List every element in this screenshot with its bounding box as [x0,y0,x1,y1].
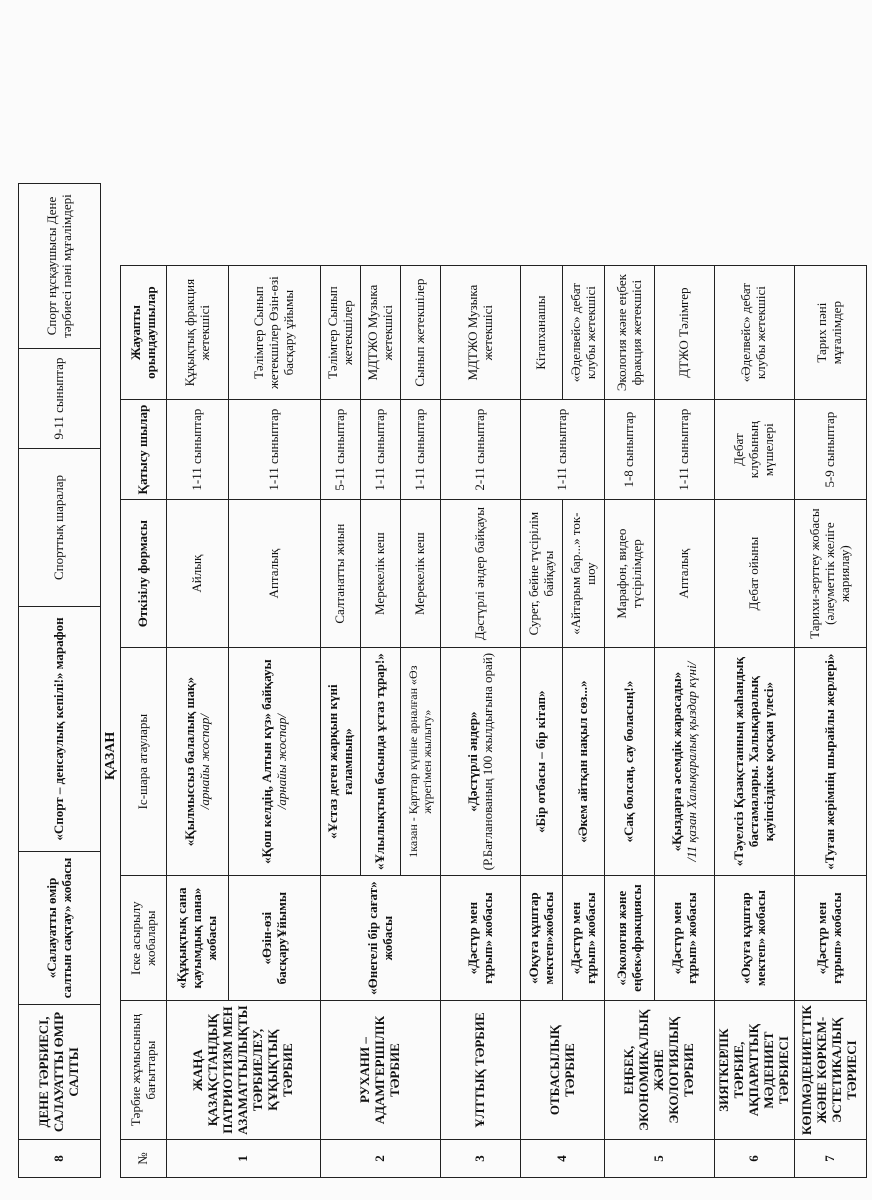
participants-cell: 5-9 сыныптар [794,400,866,500]
responsible-cell: МДТЖО Музыка жетекшісі [361,266,401,400]
top-row-project: «Салауатты өмір салтын сақтау» жобасы [19,852,101,1005]
event-cell [441,648,521,876]
responsible-cell: Экология және еңбек фракция жетекшісі [605,266,655,400]
event-title: «Қылмыссыз балалық шақ» [181,677,197,847]
form-cell: «Айтарым бар...» ток-шоу [563,500,605,648]
table-row [167,266,229,1178]
direction-cell: РУХАНИ – АДАМГЕРШІЛІК ТӘРБИЕ [321,1001,441,1140]
event-cell: «Бір отбасы – бір кітап» [521,648,563,876]
event-note: /арнайы жоспар/ [196,714,212,810]
responsible-cell: МДТЖО Музыка жетекшісі [441,266,521,400]
event-title: «Дәстүрлі әндер» [464,711,480,812]
table-row [521,266,563,1178]
top-row-event: «Спорт – денсаулық кепілі!» марафон [19,607,101,852]
header-responsible: Жауапты орындаушылар [121,266,167,400]
table-row [441,266,521,1178]
form-cell: Тарихи-зерттеу жобасы (әлеуметтік желіге жариялау) [794,500,866,648]
project-cell: «Оқуға құштар мектеп»жобасы [521,876,563,1001]
event-cell [229,648,321,876]
top-row [19,184,101,1178]
participants-cell: 1-8 сыныптар [605,400,655,500]
event-cell: 1казан - Қарттар күніне арналған «Өз жүрегімен жылыту» [401,648,441,876]
top-table [18,183,101,1178]
responsible-cell: Құқықтық фракция жетекшісі [167,266,229,400]
header-num: № [121,1140,167,1178]
direction-cell: ЕҢБЕК, ЭКОНОМИКАЛЫҚ ЖӘНЕ ЭКОЛОГИЯЛЫҚ ТӘРБИЕ [605,1001,715,1140]
form-cell: Марафон, видео түсірілімдер [605,500,655,648]
form-cell: Мерекелік кеш [361,500,401,648]
header-row [121,266,167,1178]
event-cell [655,648,715,876]
responsible-cell: «Әделвейс» дебат клубы жетекшісі [563,266,605,400]
header-event: Іс-шара атаулары [121,648,167,876]
form-cell: Сурет, бейне түсірілім байқауы [521,500,563,648]
header-project: Іске асырылу жобалары [121,876,167,1001]
participants-cell: Дебат клубының мүшелері [715,400,795,500]
row-num: 4 [521,1140,605,1178]
direction-cell: ОТБАСЫЛЫҚ ТӘРБИЕ [521,1001,605,1140]
direction-cell: ЗИЯТКЕРЛІК ТӘРБИЕ, АҚПАРАТТЫҚ МӘДЕНИЕТ ТӘРБИЕСІ [715,1001,795,1140]
form-cell: Дебат ойыны [715,500,795,648]
form-cell: Мерекелік кеш [401,500,441,648]
table-row [321,266,361,1178]
month-heading: ҚАЗАН [103,731,118,780]
row-num: 5 [605,1140,715,1178]
event-title: «Қош келдің, Алтын күз» байқауы [258,659,274,864]
event-cell: «Тәуелсіз Қазақстанның жаһандық бастамалары. Халықаралық қауіпсіздікке қосқан үлесі» [715,648,795,876]
project-cell: «Дәстүр мен ғұрып» жобасы [441,876,521,1001]
responsible-cell: «Әделвейс» дебат клубы жетекшісі [715,266,795,400]
header-direction: Тәрбие жұмысының бағыттары [121,1001,167,1140]
project-cell: «Өнегелі бір сағат» жобасы [321,876,441,1001]
event-cell: «Ұлылықтың басында ұстаз тұрар!» [361,648,401,876]
responsible-cell: Тәлімгер Сынып жетекшілер Өзін-өзі басқару ұйымы [229,266,321,400]
project-cell: «Құқықтық сана қауымдық пана» жобасы [167,876,229,1001]
row-num: 1 [167,1140,321,1178]
row-num: 2 [321,1140,441,1178]
responsible-cell: Тәлімгер Сынып жетекшілер [321,266,361,400]
top-row-direction: ДЕНЕ ТӘРБИЕСІ, САЛАУАТТЫ ӨМІР САЛТЫ [19,1005,101,1140]
event-cell: «Ұстаз деген жарқын күні ғаламның» [321,648,361,876]
top-row-responsible: Спорт нұсқаушысы Дене тәрбиесі пәні мұғалімдері [19,184,101,349]
project-cell: «Экология және еңбек»фракциясы [605,876,655,1001]
event-cell [167,648,229,876]
row-num: 3 [441,1140,521,1178]
direction-cell: КӨПМӘДЕНИЕТТІК ЖӘНЕ КӨРКЕМ-ЭСТЕТИКАЛЫҚ ТӘРИЕСІ [794,1001,866,1140]
participants-cell: 1-11 сыныптар [521,400,605,500]
header-form: Өткізілу формасы [121,500,167,648]
participants-cell: 1-11 сыныптар [655,400,715,500]
event-cell: «Туған жерімнің шырайлы жерлері» [794,648,866,876]
participants-cell: 1-11 сыныптар [229,400,321,500]
participants-cell: 5-11 сыныптар [321,400,361,500]
direction-cell: ҰЛТТЫҚ ТӘРБИЕ [441,1001,521,1140]
plan-table [120,265,867,1178]
responsible-cell: Кітапханашы [521,266,563,400]
top-row-num: 8 [19,1140,101,1178]
header-participants: Қатысу шылар [121,400,167,500]
form-cell: Дәстүрлі әндер байқауы [441,500,521,648]
project-cell: «Дәстүр мен ғұрып» жобасы [563,876,605,1001]
project-cell: «Өзін-өзі басқаруҰйымы [229,876,321,1001]
table-row [715,266,795,1178]
event-title: «Қыздарға әсемдік жарасады» [668,671,684,852]
event-note: /арнайы жоспар/ [273,714,289,810]
project-cell: «Оқуға құштар мектеп» жобасы [715,876,795,1001]
event-cell: «Сақ болсаң, сау боласың!» [605,648,655,876]
row-num: 6 [715,1140,795,1178]
table-row [794,266,866,1178]
project-cell: «Дәстүр мен ғұрып» жобасы [794,876,866,1001]
responsible-cell: Тарих пәні мұғалімдер [794,266,866,400]
participants-cell: 2-11 сыныптар [441,400,521,500]
direction-cell: ЖАҢА ҚАЗАҚСТАНДЫҚ ПАТРИОТИЗМ МЕН АЗАМАТТЫЛЫҚТЫ ТӘРБИЕЛЕУ, ҚҰҚЫҚТЫҚ ТӘРБИЕ [167,1001,321,1140]
top-row-participants: 9-11 сыныптар [19,349,101,449]
responsible-cell: ДТЖО Тәлімгер [655,266,715,400]
table-row [605,266,655,1178]
form-cell: Айлық [167,500,229,648]
event-note: /11 қазан Халықаралық қыздар күні/ [683,661,699,862]
row-num: 7 [794,1140,866,1178]
participants-cell: 1-11 сыныптар [401,400,441,500]
form-cell: Апталық [229,500,321,648]
participants-cell: 1-11 сыныптар [361,400,401,500]
form-cell: Салтанатты жиын [321,500,361,648]
event-cell: «Әкем айтқан нақыл сөз...» [563,648,605,876]
participants-cell: 1-11 сыныптар [167,400,229,500]
top-row-form: Спорттық шаралар [19,449,101,607]
project-cell: «Дәстүр мен ғұрып» жобасы [655,876,715,1001]
event-note: (Р.Бағланованың 100 жылдығына орай) [479,652,495,871]
responsible-cell: Сынып жетекшілер [401,266,441,400]
form-cell: Апталық [655,500,715,648]
